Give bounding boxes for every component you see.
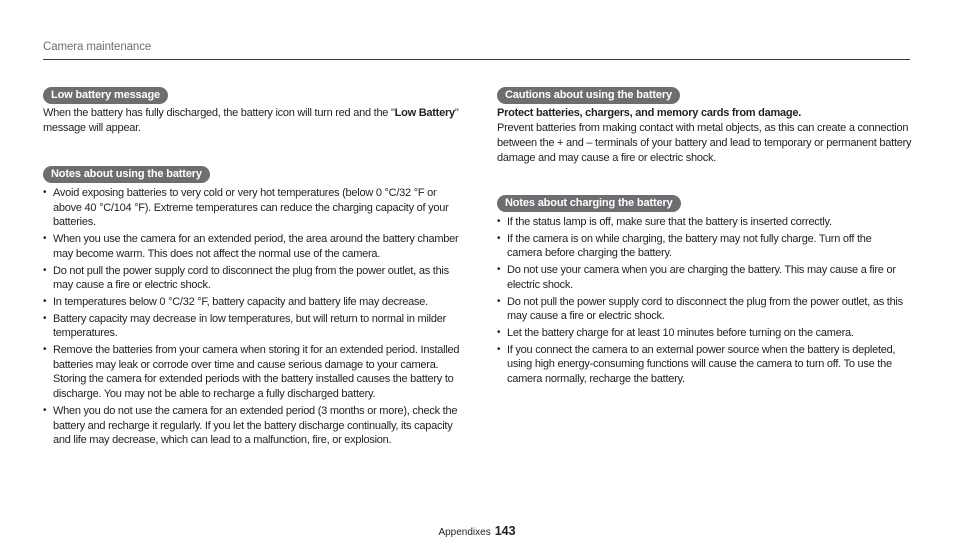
page-footer [0,524,954,538]
list-item: • Remove the batteries from your camera when storing it for an extended period. Installed batteries may leak or corrode over time and cause serious damage to your camera. Storing the camera for extended periods with the battery installed causes the battery to discharge. You may not be able to recharge a fully discharged battery. [43,343,461,402]
list-item: • In temperatures below 0 °C/32 °F, battery capacity and battery life may decrease. [43,295,461,310]
page-number: 143 [494,524,516,538]
list-item: • When you do not use the camera for an extended period (3 months or more), check the battery and recharge it regularly. If you let the battery discharge continually, its capacity and life may decrease, which can lead to a malfunction, fire, or explosion. [43,404,461,448]
notes-charging-heading: Notes about charging the battery [497,195,681,212]
low-battery-text: When the battery has fully discharged, the battery icon will turn red and the "Low Battery" message will appear. [43,107,459,134]
list-item: • Avoid exposing batteries to very cold or very hot temperatures (below 0 °C/32 °F or above 40 °C/104 °F). Extreme temperatures can reduce the charging capacity of your batteries. [43,186,461,230]
list-item: • If the status lamp is off, make sure that the battery is inserted correctly. [497,215,909,230]
cautions-bold-line: Protect batteries, chargers, and memory cards from damage. [497,107,802,119]
list-item: • Battery capacity may decrease in low temperatures, but will return to normal in milder temperatures. [43,312,461,341]
list-item: • Do not pull the power supply cord to disconnect the plug from the power outlet, as this may cause a fire or electric shock. [497,295,909,324]
header-divider [43,59,910,60]
low-battery-bold-term: Low Battery [394,107,455,119]
list-item: • If the camera is on while charging, the battery may not fully charge. Turn off the camera before charging the battery. [497,232,909,261]
cautions-text: Prevent batteries from making contact with metal objects, as this can create a connection between the + and – terminals of your battery and lead to temporary or permanent battery damage and may cause a fire or electric shock. [497,122,912,164]
footer-section-label: Appendixes [438,527,491,538]
notes-charging-list [497,215,909,387]
notes-charging-section [497,193,909,389]
list-item: • When you use the camera for an extended period, the area around the battery chamber may become warm. This does not affect the normal use of the camera. [43,232,461,261]
list-item: • If you connect the camera to an external power source when the battery is depleted, using high energy-consuming functions will cause the camera to turn off. To use the camera normally, recharge the battery. [497,343,909,387]
list-item: • Do not pull the power supply cord to disconnect the plug from the power outlet, as this may cause a fire or electric shock. [43,264,461,293]
list-item: • Do not use your camera when you are charging the battery. This may cause a fire or electric shock. [497,263,909,292]
cautions-heading: Cautions about using the battery [497,87,680,104]
page-header-title: Camera maintenance [43,41,152,53]
cautions-section [497,85,912,166]
low-battery-section [43,85,463,136]
list-item: • Let the battery charge for at least 10 minutes before turning on the camera. [497,326,909,341]
low-battery-heading: Low battery message [43,87,168,104]
notes-using-list [43,186,461,448]
notes-using-section [43,164,461,450]
notes-using-heading: Notes about using the battery [43,166,210,183]
